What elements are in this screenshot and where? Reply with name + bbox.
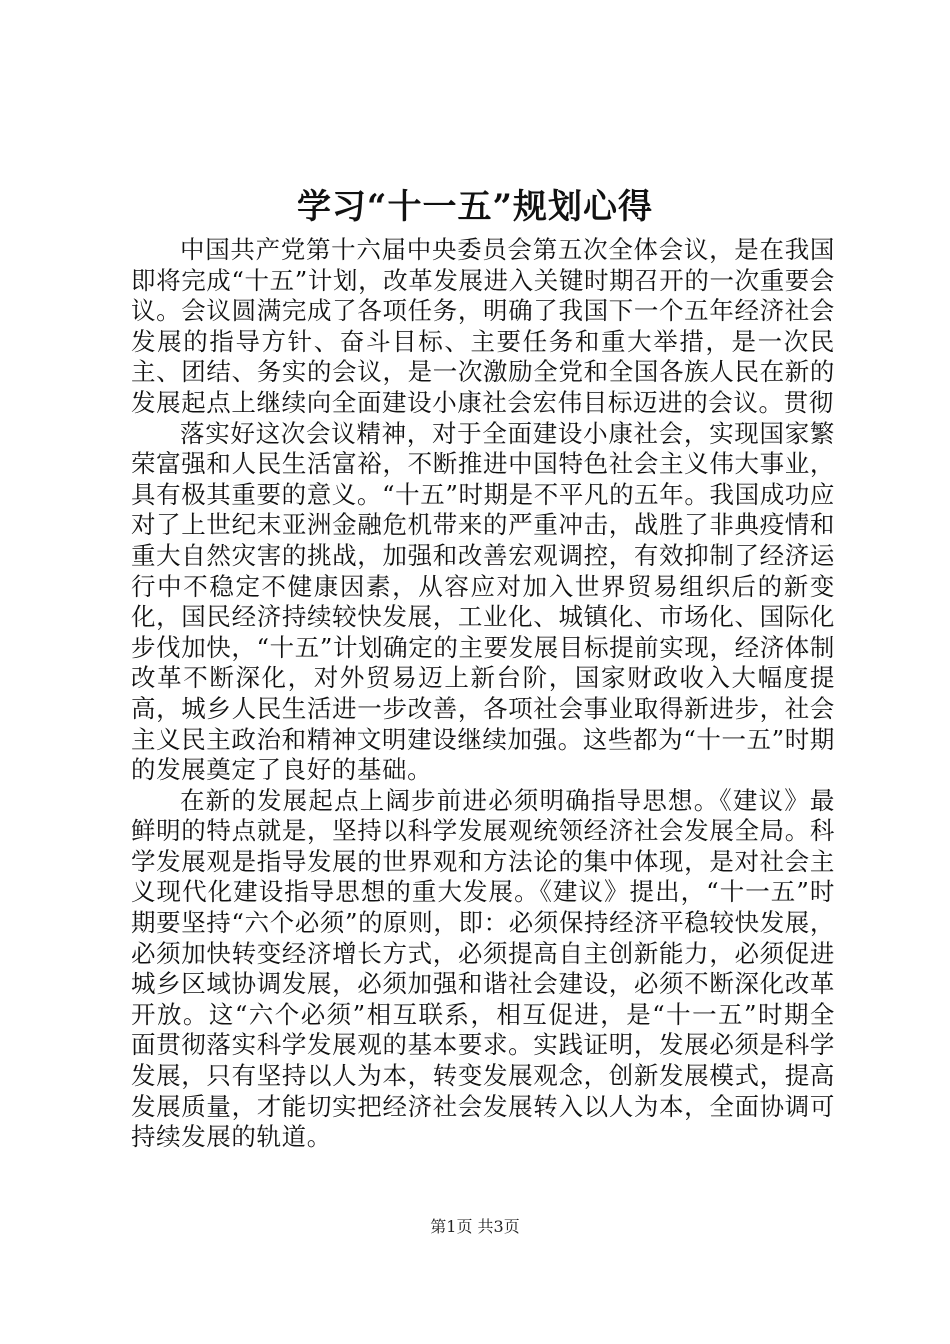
document-body xyxy=(131,235,835,1153)
paragraph-3: 在新的发展起点上阔步前进必须明确指导思想。《建议》最鲜明的特点就是，坚持以科学发展观统领经济社会发展全局。科学发展观是指导发展的世界观和方法论的集中体现，是对社会主义现代化建设指导思想的重大发展。《建议》提出，“十一五”时期要坚持“六个必须”的原则，即：必须保持经济平稳较快发展，必须加快转变经济增长方式，必须提高自主创新能力，必须促进城乡区域协调发展，必须加强和谐社会建设，必须不断深化改革开放。这“六个必须”相互联系，相互促进，是“十一五”时期全面贯彻落实科学发展观的基本要求。实践证明，发展必须是科学发展，只有坚持以人为本，转变发展观念，创新发展模式，提高发展质量，才能切实把经济社会发展转入以人为本，全面协调可持续发展的轨道。 xyxy=(131,785,835,1152)
document-title: 学习“十一五”规划心得 xyxy=(296,187,654,227)
page-number-footer: 第1页 共3页 xyxy=(430,1217,520,1236)
paragraph-1: 中国共产党第十六届中央委员会第五次全体会议，是在我国即将完成“十五”计划，改革发展进入关键时期召开的一次重要会议。会议圆满完成了各项任务，明确了我国下一个五年经济社会发展的指导方针、奋斗目标、主要任务和重大举措，是一次民主、团结、务实的会议，是一次激励全党和全国各族人民在新的发展起点上继续向全面建设小康社会宏伟目标迈进的会议。贯彻 xyxy=(131,235,835,417)
paragraph-2: 落实好这次会议精神，对于全面建设小康社会，实现国家繁荣富强和人民生活富裕，不断推进中国特色社会主义伟大事业，具有极其重要的意义。“十五”时期是不平凡的五年。我国成功应对了上世纪末亚洲金融危机带来的严重冲击，战胜了非典疫情和重大自然灾害的挑战，加强和改善宏观调控，有效抑制了经济运行中不稳定不健康因素，从容应对加入世界贸易组织后的新变化，国民经济持续较快发展，工业化、城镇化、市场化、国际化步伐加快，“十五”计划确定的主要发展目标提前实现，经济体制改革不断深化，对外贸易迈上新台阶，国家财政收入大幅度提高，城乡人民生活进一步改善，各项社会事业取得新进步，社会主义民主政治和精神文明建设继续加强。这些都为“十一五”时期的发展奠定了良好的基础。 xyxy=(131,418,835,785)
